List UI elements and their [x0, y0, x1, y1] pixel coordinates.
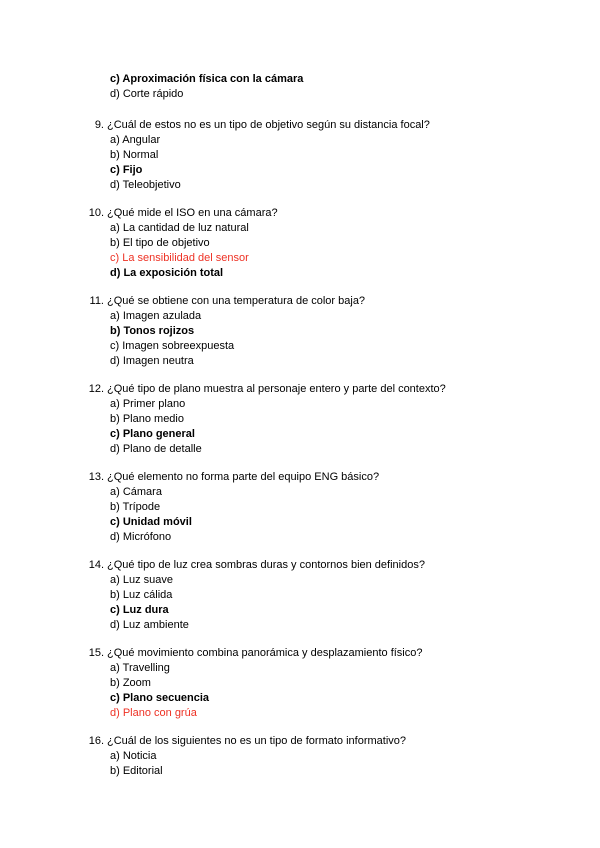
- answer-option: a) La cantidad de luz natural: [110, 222, 249, 234]
- answer-option: c) Fijo: [110, 164, 143, 176]
- answer-option: b) El tipo de objetivo: [110, 237, 210, 249]
- answer-option: a) Travelling: [110, 662, 170, 674]
- answer-option: b) Normal: [110, 149, 159, 161]
- question-number: 12.: [88, 383, 104, 395]
- answer-option: d) La exposición total: [110, 267, 224, 279]
- question-line: [86, 294, 566, 309]
- answer-option: d) Corte rápido: [110, 88, 184, 100]
- answer-option: c) Luz dura: [110, 604, 169, 616]
- question-line: [86, 118, 566, 133]
- answer-option: d) Plano con grúa: [110, 707, 197, 719]
- answer-option: a) Luz suave: [110, 574, 173, 586]
- question-block: [86, 118, 566, 193]
- answer-option: b) Editorial: [110, 765, 163, 777]
- question-block: [86, 734, 566, 779]
- question-number: 14.: [88, 559, 104, 571]
- question-text: ¿Qué movimiento combina panorámica y desplazamiento físico?: [107, 647, 423, 659]
- question-line: [86, 382, 566, 397]
- question-number: 13.: [88, 471, 104, 483]
- answer-option: a) Primer plano: [110, 398, 186, 410]
- answer-option: d) Micrófono: [110, 531, 172, 543]
- question-line: [86, 646, 566, 661]
- answer-option: c) Aproximación física con la cámara: [110, 73, 304, 85]
- answer-option: a) Imagen azulada: [110, 310, 202, 322]
- question-text: ¿Cuál de estos no es un tipo de objetivo según su distancia focal?: [107, 119, 430, 131]
- question-number: 16.: [88, 735, 104, 747]
- answer-option: b) Plano medio: [110, 413, 184, 425]
- question-line: [86, 206, 566, 221]
- answer-option: c) La sensibilidad del sensor: [110, 252, 249, 264]
- question-block: [86, 470, 566, 545]
- question-number: 11.: [89, 295, 104, 307]
- leading-options-block: [86, 72, 566, 102]
- question-text: ¿Qué mide el ISO en una cámara?: [107, 207, 278, 219]
- question-line: [86, 734, 566, 749]
- answer-option: b) Luz cálida: [110, 589, 173, 601]
- answer-option: c) Plano general: [110, 428, 195, 440]
- question-text: ¿Cuál de los siguientes no es un tipo de formato informativo?: [107, 735, 406, 747]
- answer-option: c) Plano secuencia: [110, 692, 210, 704]
- question-block: [86, 558, 566, 633]
- question-line: [86, 470, 566, 485]
- answer-option: a) Cámara: [110, 486, 162, 498]
- question-number: 9.: [94, 119, 104, 131]
- question-text: ¿Qué elemento no forma parte del equipo ENG básico?: [107, 471, 380, 483]
- question-number: 10.: [88, 207, 104, 219]
- question-block: [86, 382, 566, 457]
- answer-option: d) Teleobjetivo: [110, 179, 181, 191]
- answer-option: c) Imagen sobreexpuesta: [110, 340, 235, 352]
- question-line: [86, 558, 566, 573]
- answer-option: b) Tonos rojizos: [110, 325, 195, 337]
- answer-option: a) Noticia: [110, 750, 157, 762]
- answer-option: d) Luz ambiente: [110, 619, 189, 631]
- question-number: 15.: [88, 647, 104, 659]
- answer-option: c) Unidad móvil: [110, 516, 192, 528]
- quiz-page: [86, 72, 566, 792]
- question-text: ¿Qué tipo de plano muestra al personaje entero y parte del contexto?: [107, 383, 446, 395]
- question-block: [86, 646, 566, 721]
- answer-option: b) Trípode: [110, 501, 161, 513]
- answer-option: a) Angular: [110, 134, 161, 146]
- answer-option: b) Zoom: [110, 677, 151, 689]
- question-block: [86, 206, 566, 281]
- question-text: ¿Qué tipo de luz crea sombras duras y contornos bien definidos?: [107, 559, 425, 571]
- question-block: [86, 294, 566, 369]
- question-text: ¿Qué se obtiene con una temperatura de color baja?: [107, 295, 366, 307]
- answer-option: d) Imagen neutra: [110, 355, 194, 367]
- answer-option: d) Plano de detalle: [110, 443, 202, 455]
